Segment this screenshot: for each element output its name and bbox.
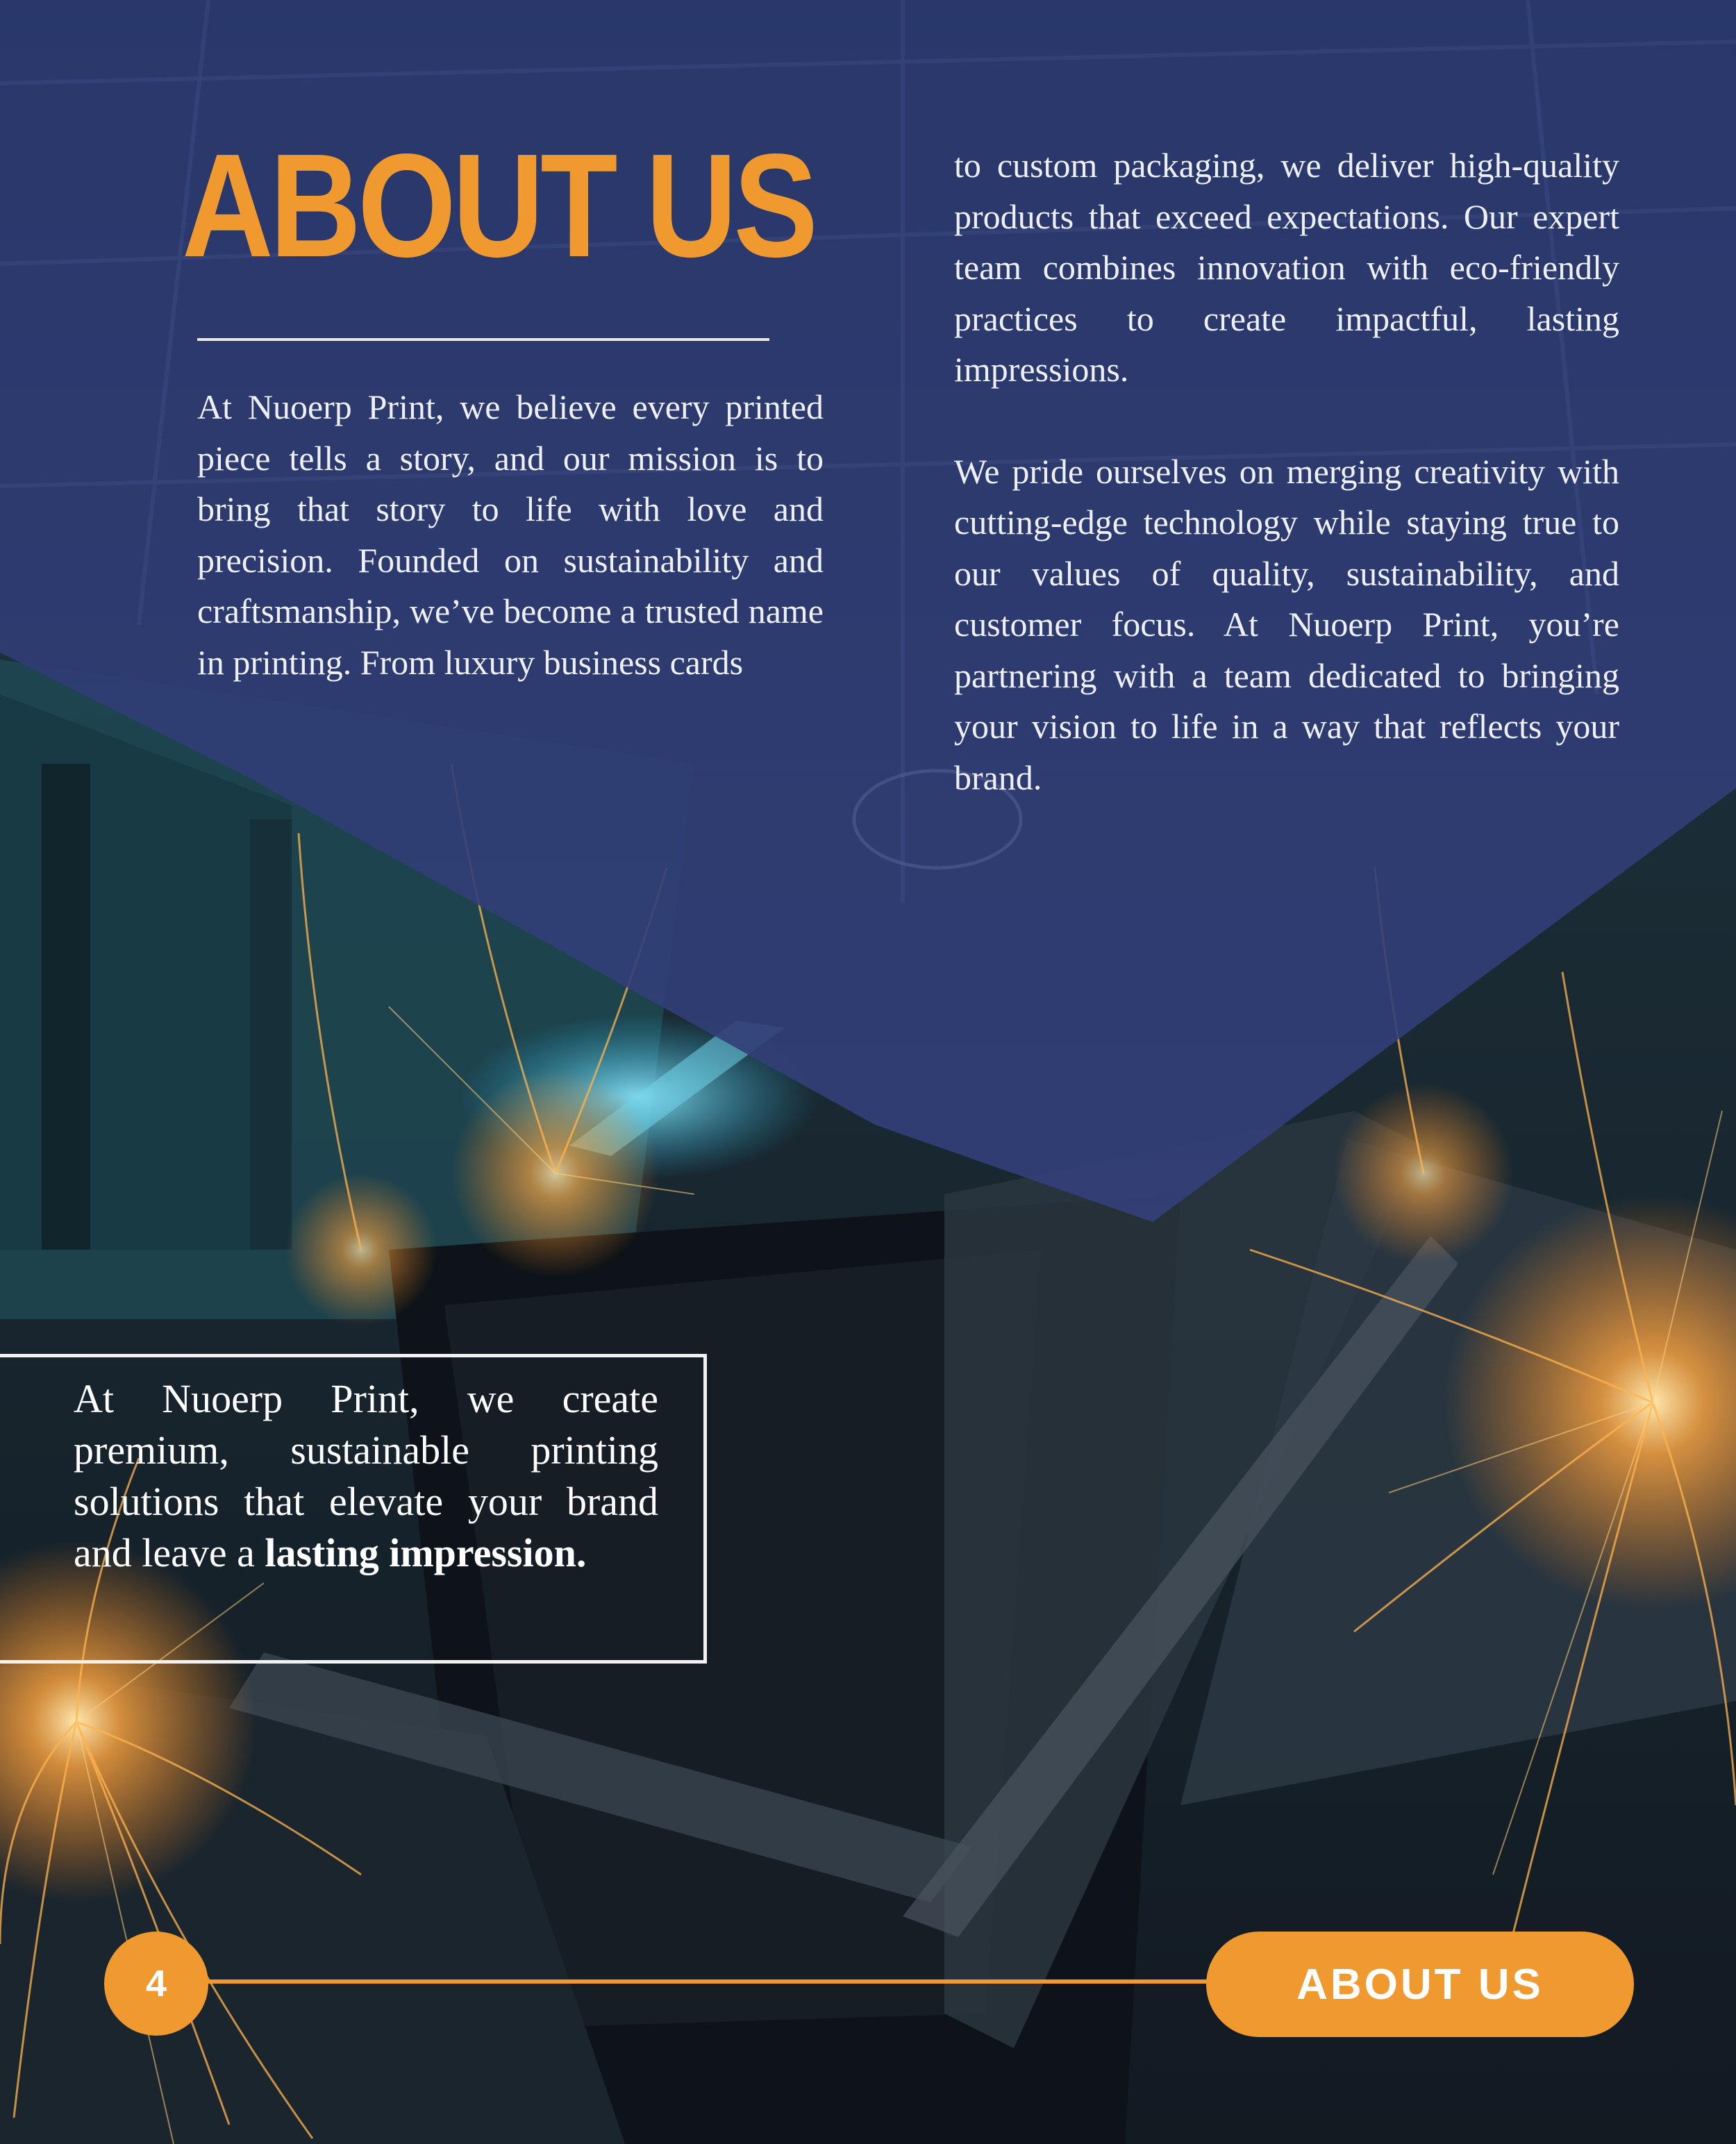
paragraph-values: We pride ourselves on merging creativity with cutting-edge technology while staying true to our values of quality, sustainability, and customer focus. At Nuoerp Print, you’re partnering with a team dedicated to bringing your vision to life in a way that reflects your brand.	[954, 451, 1619, 797]
title-divider	[197, 338, 769, 341]
right-column	[954, 140, 1619, 854]
page-title: ABOUT US	[182, 123, 815, 287]
pull-quote-text: At Nuoerp Print, we create premium, sustainable printing solutions that elevate your brand and leave a	[74, 1376, 658, 1575]
paragraph-continuation: to custom packaging, we deliver high-quality products that exceed expectations. Our expert team combines innovation with eco-friendly practices to create impactful, lasting impressions.	[954, 146, 1619, 389]
pull-quote-emphasis: lasting impression.	[265, 1530, 587, 1575]
section-label-pill: ABOUT US	[1206, 1932, 1634, 2037]
intro-paragraph: At Nuoerp Print, we believe every printed piece tells a story, and our mission is to bring that story to life with love and precision. Founded on sustainability and craftsmanship, we’ve become a trusted name in printing. From luxury business cards	[197, 387, 824, 682]
page-number-badge: 4	[104, 1932, 208, 2036]
pull-quote	[74, 1373, 658, 1579]
footer-line	[161, 1979, 1237, 1984]
